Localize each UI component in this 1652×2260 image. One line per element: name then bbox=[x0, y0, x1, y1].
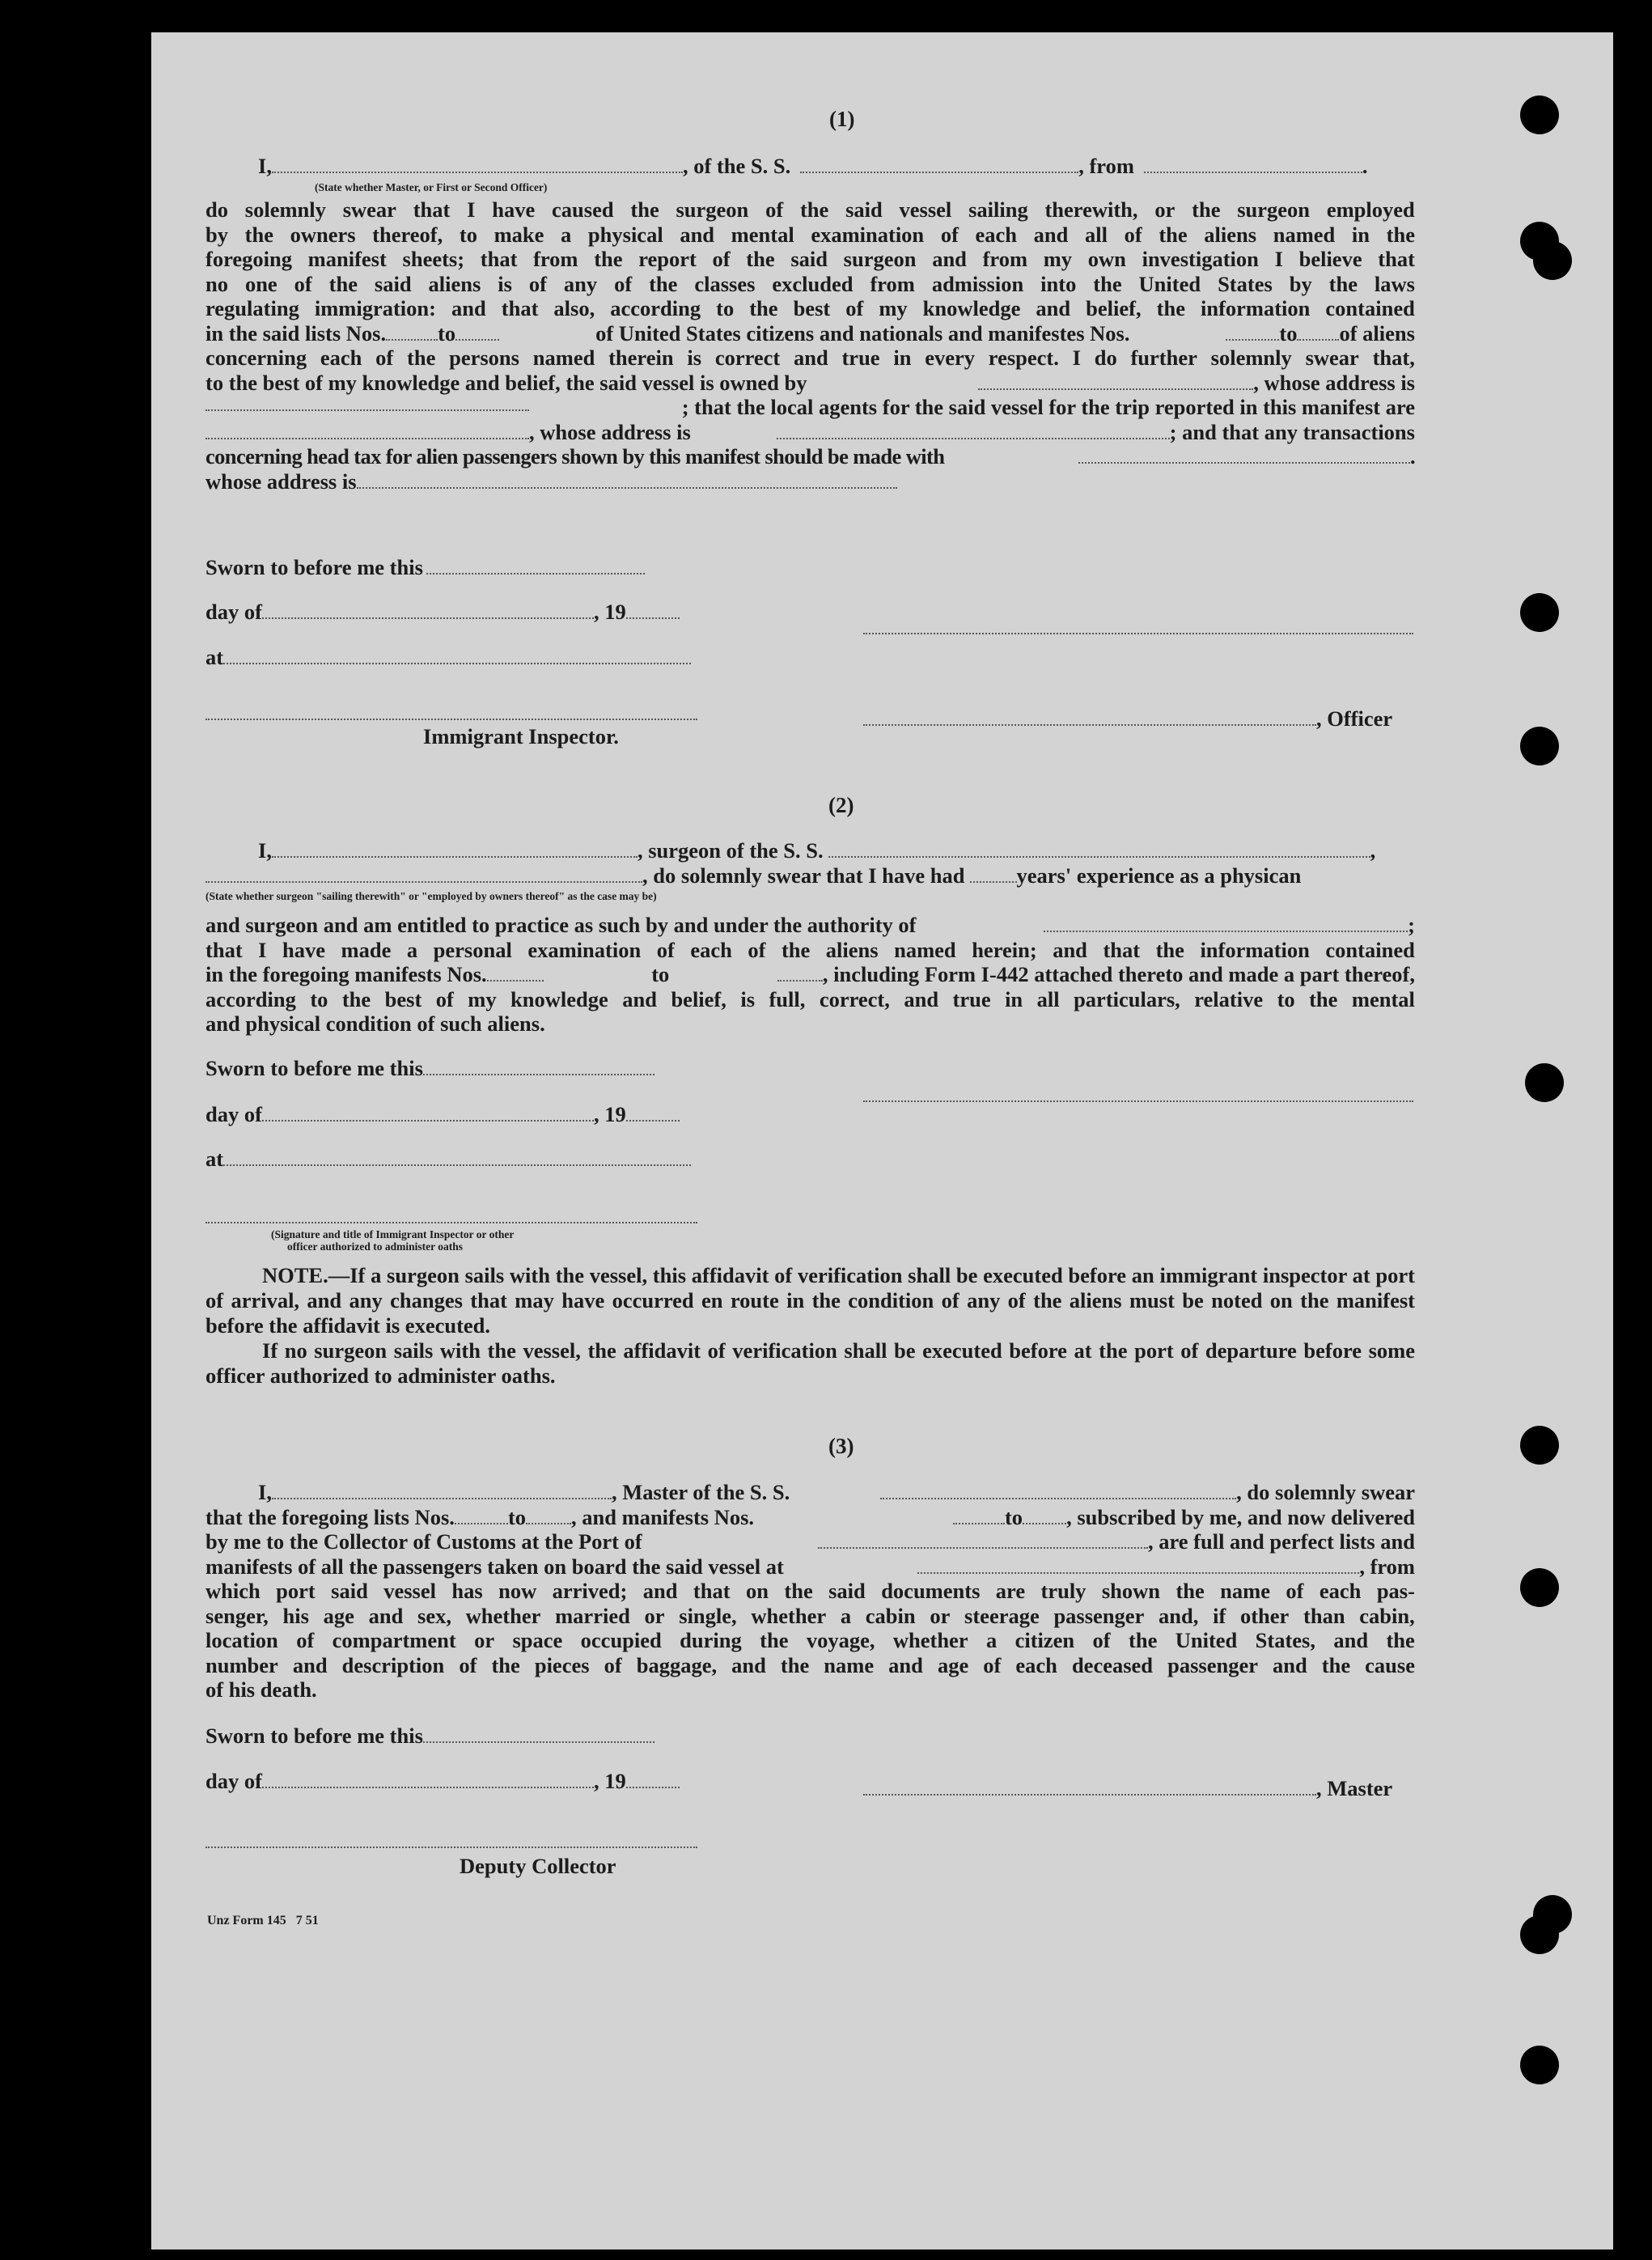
section-3-para-line: senger, his age and sex, whether married or single, whether a cabin or steerage passenger and, if other than cabin, bbox=[205, 1603, 1415, 1628]
section-3-para-line: which port said vessel has now arrived; and that on the said documents are truly shown the name of each pas- bbox=[205, 1579, 1415, 1603]
section-3-para-line: number and description of the pieces of baggage, and the name and age of each deceased passenger and the cause bbox=[205, 1652, 1415, 1677]
sworn-line-3: Sworn to before me this bbox=[205, 1724, 654, 1748]
surgeon-note: (State whether surgeon "sailing therewith" or "employed by owners thereof" as the case may be) bbox=[205, 890, 657, 902]
lists-line: in the said lists Nos. to of United States citizens and nationals and manifestes Nos. to of aliens bbox=[205, 320, 1415, 346]
section-1-body bbox=[205, 197, 1415, 494]
signature-note-2: officer authorized to administer oaths bbox=[287, 1240, 463, 1253]
master-line: , Master bbox=[863, 1776, 1392, 1800]
section-3-number: (3) bbox=[828, 1434, 854, 1458]
section-2-header-line: I, , surgeon of the S. S. , bbox=[258, 838, 1376, 863]
day-line-1: day of , 19 bbox=[205, 600, 680, 624]
at-line-2: at bbox=[205, 1147, 691, 1171]
address-line: , whose address is ; and that any transactions bbox=[205, 420, 1415, 445]
signature-line-2 bbox=[863, 1100, 1413, 1102]
label-from: , from bbox=[1078, 154, 1134, 178]
agents-line: ; that the local agents for the said vessel for the trip reported in this manifest are bbox=[205, 395, 1415, 420]
collector-line: by me to the Collector of Customs at the Port of , are full and perfect lists and bbox=[205, 1529, 1415, 1554]
section-1-para-line: no one of the said aliens is of any of the classes excluded from admission into the United States by the laws bbox=[205, 271, 1415, 296]
concerning-line: concerning each of the persons named therein is correct and true in every respect. I do further solemnly swear that, bbox=[205, 346, 1415, 370]
section-1-para-line: do solemnly swear that I have caused the surgeon of the said vessel sailing therewith, or the surgeon employed bbox=[205, 197, 1415, 222]
section-3-para-line: location of compartment or space occupied during the voyage, whether a citizen of the United States, and the bbox=[205, 1628, 1415, 1652]
sworn-line-2: Sworn to before me this bbox=[205, 1056, 654, 1080]
section-3-last-line: of his death. bbox=[205, 1677, 317, 1702]
section-2-number: (2) bbox=[828, 793, 854, 817]
deputy-collector-label: Deputy Collector bbox=[460, 1854, 616, 1878]
note-paragraph-1: NOTE.—If a surgeon sails with the vessel, this affidavit of verification shall be executed before an immigrant inspector at port of arrival, and any changes that may have occurred en route in the condition of any of the aliens must be noted on the manifest before the affidavit is executed. bbox=[205, 1263, 1415, 1338]
section-1-para-line: by the owners thereof, to make a physical and mental examination of each and all of the aliens named in the bbox=[205, 222, 1415, 247]
punch-hole bbox=[1520, 727, 1559, 765]
section-3-header-line: I, , Master of the S. S. , do solemnly swear bbox=[258, 1480, 1415, 1504]
officer-note: (State whether Master, or First or Second Officer) bbox=[315, 181, 548, 193]
punch-hole bbox=[1520, 95, 1559, 134]
inspector-signature-line-1 bbox=[205, 719, 697, 720]
label-of-ss: , of the S. S. bbox=[682, 154, 791, 178]
punch-hole bbox=[1520, 1915, 1559, 1954]
immigrant-inspector-label: Immigrant Inspector. bbox=[423, 724, 619, 748]
punch-hole bbox=[1520, 1568, 1559, 1607]
owned-line: to the best of my knowledge and belief, the said vessel is owned by , whose address is bbox=[205, 370, 1415, 395]
day-line-3: day of , 19 bbox=[205, 1769, 680, 1793]
form-sheet bbox=[151, 32, 1613, 2249]
sworn-line-1: Sworn to before me this bbox=[205, 555, 645, 579]
day-line-2: day of , 19 bbox=[205, 1102, 680, 1126]
section-3-body bbox=[205, 1480, 1415, 1702]
note-paragraph-2: If no surgeon sails with the vessel, the affidavit of verification shall be executed before at the port of departure before some officer authorized to administer oaths. bbox=[205, 1338, 1415, 1388]
punch-hole bbox=[1520, 2046, 1559, 2084]
officer-line: , Officer bbox=[863, 706, 1392, 731]
punch-hole bbox=[1520, 1426, 1559, 1465]
solemnly-line: , do solemnly swear that I have had years' experience as a physican bbox=[205, 863, 1301, 888]
section-3-lists-line: that the foregoing lists Nos. to , and manifests Nos. to , subscribed by me, and now delivered bbox=[205, 1504, 1415, 1529]
signature-line-1 bbox=[863, 633, 1413, 634]
punch-hole bbox=[1525, 1063, 1564, 1102]
section-1-para-line: foregoing manifest sheets; that from the report of the said surgeon and from my own investigation I believe that bbox=[205, 247, 1415, 271]
section-1-number: (1) bbox=[829, 107, 855, 131]
board-line: manifests of all the passengers taken on board the said vessel at , from bbox=[205, 1554, 1415, 1579]
section-1-header-line: I, , of the S. S. , from . bbox=[258, 154, 1368, 178]
physical-line: and physical condition of such aliens. bbox=[205, 1011, 545, 1036]
deputy-signature-line bbox=[205, 1847, 697, 1848]
punch-hole bbox=[1533, 241, 1572, 280]
at-line-1: at bbox=[205, 645, 691, 669]
form-number: Unz Form 145 7 51 bbox=[207, 1914, 319, 1927]
section-2-para-line: that I have made a personal examination of each of the aliens named herein; and that the information contained bbox=[205, 937, 1415, 962]
whose-address-line: whose address is bbox=[205, 469, 1415, 494]
note-block bbox=[205, 1263, 1415, 1389]
label-i: I, bbox=[258, 154, 272, 178]
signature-note-1: (Signature and title of Immigrant Inspector or other bbox=[271, 1228, 515, 1240]
authority-line: and surgeon and am entitled to practice as such by and under the authority of ; bbox=[205, 913, 1415, 937]
according-line: according to the best of my knowledge and belief, is full, correct, and true in all particulars, relative to the mental bbox=[205, 986, 1415, 1011]
inspector-signature-line-2 bbox=[205, 1222, 697, 1223]
manifests-line: in the foregoing manifests Nos. to , including Form I-442 attached thereto and made a part thereof, bbox=[205, 962, 1415, 986]
headtax-line: concerning head tax for alien passengers shown by this manifest should be made with . bbox=[205, 444, 1415, 469]
section-1-para-line: regulating immigration: and that also, according to the best of my knowledge and belief, the information contained bbox=[205, 296, 1415, 320]
section-2-body bbox=[205, 913, 1415, 1037]
punch-hole bbox=[1520, 593, 1559, 632]
